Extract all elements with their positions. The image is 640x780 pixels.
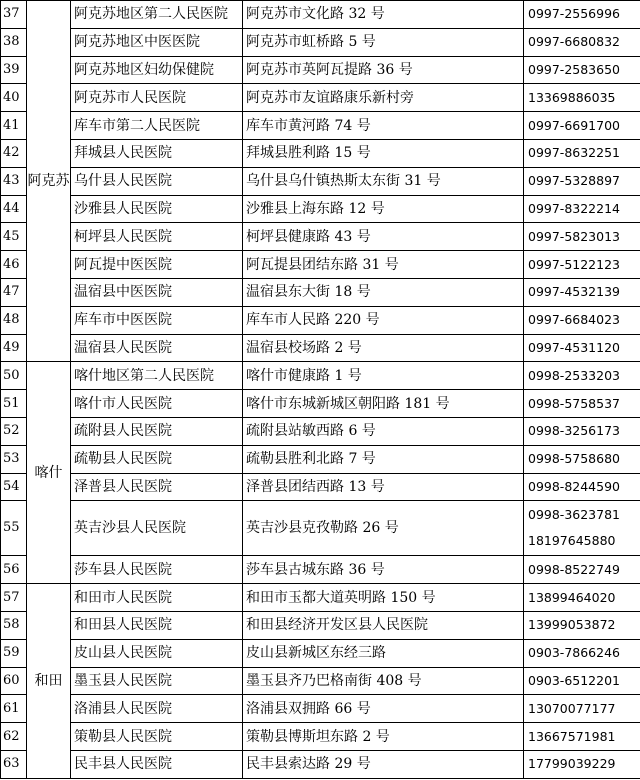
phone-number: 0997-6680832	[528, 34, 620, 50]
hospital-phone	[524, 390, 640, 418]
hospital-name: 墨玉县人民医院	[71, 667, 243, 695]
hospital-phone	[524, 667, 640, 695]
hospital-phone	[524, 445, 640, 473]
hospital-name: 乌什县人民医院	[71, 167, 243, 195]
table-row	[1, 306, 640, 334]
table-row	[1, 28, 640, 56]
hospital-phone	[524, 611, 640, 639]
table-row	[1, 695, 640, 723]
row-number: 49	[1, 334, 27, 362]
row-number: 45	[1, 223, 27, 251]
table-row	[1, 556, 640, 584]
hospital-name: 阿克苏地区中医医院	[71, 28, 243, 56]
hospital-phone	[524, 84, 640, 112]
table-row	[1, 195, 640, 223]
hospital-phone	[524, 139, 640, 167]
hospital-phone	[524, 278, 640, 306]
hospital-phone	[524, 639, 640, 667]
phone-number: 13899464020	[528, 589, 616, 605]
table-row	[1, 334, 640, 362]
hospital-phone	[524, 473, 640, 501]
row-number: 61	[1, 695, 27, 723]
phone-number: 0998-3623781	[528, 507, 620, 523]
hospital-name: 拜城县人民医院	[71, 139, 243, 167]
phone-number: 13070077177	[528, 700, 616, 716]
hospital-address: 墨玉县齐乃巴格南街 408 号	[243, 667, 524, 695]
table-row	[1, 223, 640, 251]
hospital-phone	[524, 417, 640, 445]
phone-number: 0998-3256173	[528, 423, 620, 439]
row-number: 40	[1, 84, 27, 112]
row-number: 38	[1, 28, 27, 56]
hospital-phone	[524, 251, 640, 279]
hospital-address: 疏勒县胜利北路 7 号	[243, 445, 524, 473]
phone-number: 0998-8522749	[528, 561, 620, 577]
hospital-address: 洛浦县双拥路 66 号	[243, 695, 524, 723]
table-row	[1, 390, 640, 418]
table-row	[1, 473, 640, 501]
table-row	[1, 139, 640, 167]
hospital-name: 洛浦县人民医院	[71, 695, 243, 723]
table-row	[1, 251, 640, 279]
row-number: 46	[1, 251, 27, 279]
table-row	[1, 417, 640, 445]
hospital-name: 疏勒县人民医院	[71, 445, 243, 473]
region-cell: 喀什	[27, 362, 71, 584]
hospital-name: 阿克苏地区妇幼保健院	[71, 56, 243, 84]
table-row	[1, 278, 640, 306]
table-row	[1, 501, 640, 556]
hospital-phone	[524, 195, 640, 223]
hospital-phone	[524, 167, 640, 195]
row-number: 62	[1, 723, 27, 751]
hospital-address: 英吉沙县克孜勒路 26 号	[243, 501, 524, 556]
hospital-name: 莎车县人民医院	[71, 556, 243, 584]
hospital-name: 英吉沙县人民医院	[71, 501, 243, 556]
hospital-phone	[524, 750, 640, 778]
table-row	[1, 1, 640, 29]
hospital-name: 皮山县人民医院	[71, 639, 243, 667]
hospital-address: 和田市玉都大道英明路 150 号	[243, 584, 524, 612]
phone-number: 17799039229	[528, 756, 616, 772]
hospital-name: 泽普县人民医院	[71, 473, 243, 501]
hospital-address: 库车市人民路 220 号	[243, 306, 524, 334]
hospital-address: 柯坪县健康路 43 号	[243, 223, 524, 251]
row-number: 47	[1, 278, 27, 306]
row-number: 41	[1, 112, 27, 140]
hospital-name: 库车市第二人民医院	[71, 112, 243, 140]
row-number: 53	[1, 445, 27, 473]
table-row	[1, 56, 640, 84]
hospital-address: 阿克苏市英阿瓦提路 36 号	[243, 56, 524, 84]
hospital-address: 阿克苏市虹桥路 5 号	[243, 28, 524, 56]
phone-number: 13999053872	[528, 617, 616, 633]
row-number: 55	[1, 501, 27, 556]
phone-number: 0997-2556996	[528, 6, 620, 22]
phone-number: 0997-6691700	[528, 117, 620, 133]
phone-number: 18197645880	[528, 533, 616, 549]
region-cell: 和田	[27, 584, 71, 779]
region-cell: 阿克苏	[27, 1, 71, 362]
hospital-phone	[524, 1, 640, 29]
table-row	[1, 639, 640, 667]
phone-number: 0997-4532139	[528, 284, 620, 300]
hospital-address: 温宿县校场路 2 号	[243, 334, 524, 362]
hospital-name: 阿克苏地区第二人民医院	[71, 1, 243, 29]
hospital-phone	[524, 584, 640, 612]
hospital-phone	[524, 306, 640, 334]
hospital-phone	[524, 695, 640, 723]
phone-number: 0997-2583650	[528, 61, 620, 77]
hospital-name: 喀什地区第二人民医院	[71, 362, 243, 390]
phone-number: 0997-5328897	[528, 173, 620, 189]
hospital-phone	[524, 723, 640, 751]
hospital-address: 阿瓦提县团结东路 31 号	[243, 251, 524, 279]
hospital-address: 民丰县索达路 29 号	[243, 750, 524, 778]
hospital-address: 喀什市健康路 1 号	[243, 362, 524, 390]
row-number: 63	[1, 750, 27, 778]
hospital-address: 拜城县胜利路 15 号	[243, 139, 524, 167]
phone-number: 0997-8632251	[528, 145, 620, 161]
phone-number: 0997-5823013	[528, 228, 620, 244]
phone-number: 0998-2533203	[528, 367, 620, 383]
hospital-phone	[524, 28, 640, 56]
table-row	[1, 584, 640, 612]
hospital-address: 乌什县乌什镇热斯太东街 31 号	[243, 167, 524, 195]
hospital-name: 柯坪县人民医院	[71, 223, 243, 251]
hospital-address: 阿克苏市友谊路康乐新村旁	[243, 84, 524, 112]
hospital-address: 皮山县新城区东经三路	[243, 639, 524, 667]
hospital-address: 莎车县古城东路 36 号	[243, 556, 524, 584]
table-row	[1, 362, 640, 390]
table-row	[1, 167, 640, 195]
hospital-name: 和田县人民医院	[71, 611, 243, 639]
hospital-address: 阿克苏市文化路 32 号	[243, 1, 524, 29]
row-number: 56	[1, 556, 27, 584]
hospital-phone	[524, 556, 640, 584]
hospital-name: 策勒县人民医院	[71, 723, 243, 751]
hospital-address: 温宿县东大街 18 号	[243, 278, 524, 306]
hospital-phone	[524, 334, 640, 362]
row-number: 57	[1, 584, 27, 612]
row-number: 59	[1, 639, 27, 667]
hospital-address: 泽普县团结西路 13 号	[243, 473, 524, 501]
hospital-address: 和田县经济开发区县人民医院	[243, 611, 524, 639]
row-number: 58	[1, 611, 27, 639]
row-number: 54	[1, 473, 27, 501]
phone-number: 0998-8244590	[528, 478, 620, 494]
row-number: 43	[1, 167, 27, 195]
hospital-phone	[524, 223, 640, 251]
hospital-name: 疏附县人民医院	[71, 417, 243, 445]
hospital-address: 疏附县站敏西路 6 号	[243, 417, 524, 445]
hospital-phone	[524, 362, 640, 390]
phone-number: 0997-8322214	[528, 200, 620, 216]
hospital-phone	[524, 56, 640, 84]
hospital-name: 和田市人民医院	[71, 584, 243, 612]
phone-number: 13667571981	[528, 728, 616, 744]
hospital-phone	[524, 501, 640, 556]
hospital-name: 民丰县人民医院	[71, 750, 243, 778]
table-row	[1, 667, 640, 695]
phone-number: 0997-6684023	[528, 312, 620, 328]
phone-number: 0998-5758680	[528, 451, 620, 467]
hospital-address: 库车市黄河路 74 号	[243, 112, 524, 140]
row-number: 48	[1, 306, 27, 334]
phone-number: 0903-6512201	[528, 672, 620, 688]
hospital-address: 喀什市东城新城区朝阳路 181 号	[243, 390, 524, 418]
table-row	[1, 750, 640, 778]
row-number: 44	[1, 195, 27, 223]
phone-number: 0997-5122123	[528, 256, 620, 272]
row-number: 51	[1, 390, 27, 418]
hospital-table-body	[1, 1, 640, 779]
hospital-name: 阿瓦提中医医院	[71, 251, 243, 279]
hospital-name: 温宿县人民医院	[71, 334, 243, 362]
table-row	[1, 84, 640, 112]
row-number: 39	[1, 56, 27, 84]
hospital-name: 沙雅县人民医院	[71, 195, 243, 223]
phone-number: 0997-4531120	[528, 339, 620, 355]
hospital-name: 喀什市人民医院	[71, 390, 243, 418]
row-number: 52	[1, 417, 27, 445]
hospital-name: 阿克苏市人民医院	[71, 84, 243, 112]
table-row	[1, 112, 640, 140]
phone-number: 13369886035	[528, 89, 616, 105]
hospital-name: 温宿县中医医院	[71, 278, 243, 306]
table-row	[1, 611, 640, 639]
phone-number: 0998-5758537	[528, 395, 620, 411]
hospital-phone	[524, 112, 640, 140]
table-row	[1, 723, 640, 751]
row-number: 50	[1, 362, 27, 390]
row-number: 60	[1, 667, 27, 695]
table-row	[1, 445, 640, 473]
phone-number: 0903-7866246	[528, 645, 620, 661]
row-number: 42	[1, 139, 27, 167]
hospital-address: 沙雅县上海东路 12 号	[243, 195, 524, 223]
hospital-name: 库车市中医医院	[71, 306, 243, 334]
hospital-address: 策勒县博斯坦东路 2 号	[243, 723, 524, 751]
row-number: 37	[1, 1, 27, 29]
